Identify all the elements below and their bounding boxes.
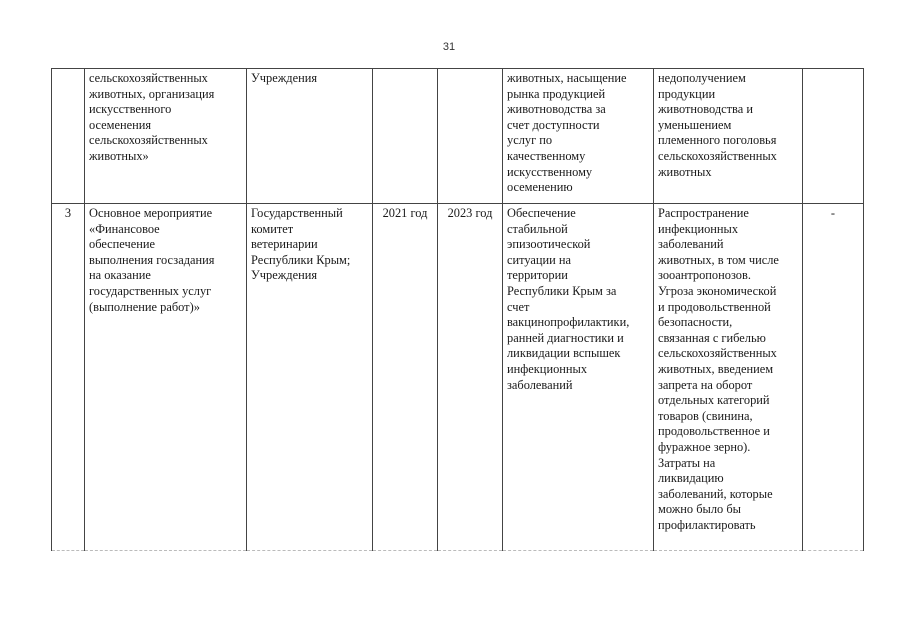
page-number: 31 xyxy=(442,41,456,53)
measure-cell: Основное мероприятие «Финансовое обеспечение выполнения госзадания на оказание государственных услуг (выполнение работ)» xyxy=(85,204,247,551)
consequences-cell: недополучением продукции животноводства и уменьшением племенного поголовья сельскохозяйственных животных xyxy=(654,69,803,204)
measure-cell: сельскохозяйственных животных, организация искусственного осеменения сельскохозяйственных животных» xyxy=(85,69,247,204)
expected-result-cell: Обеспечение стабильной эпизоотической ситуации на территории Республики Крым за счет вакцинопрофилактики, ранней диагностики и ликвидации вспышек инфекционных заболеваний xyxy=(503,204,654,551)
consequences-cell: Распространение инфекционных заболеваний животных, в том числе зооантропонозов. Угроза экономической и продовольственной безопасности, связанная с гибелью сельскохозяйственных животных, введением запрета на оборот отдельных категорий товаров (свинина, продовольственное и фуражное зерно). Затраты на ликвидацию заболеваний, которые можно было бы профилактировать xyxy=(654,204,803,551)
row-number-cell xyxy=(52,69,85,204)
end-year-cell: 2023 год xyxy=(438,204,503,551)
expected-result-cell: животных, насыщение рынка продукцией животноводства за счет доступности услуг по качественному искусственному осеменению xyxy=(503,69,654,204)
executor-cell: Государственный комитет ветеринарии Республики Крым; Учреждения xyxy=(247,204,373,551)
table-row xyxy=(52,204,864,551)
table-row xyxy=(52,69,864,204)
row-number-cell: 3 xyxy=(52,204,85,551)
end-year-cell xyxy=(438,69,503,204)
start-year-cell: 2021 год xyxy=(373,204,438,551)
link-cell xyxy=(803,69,864,204)
executor-cell: Учреждения xyxy=(247,69,373,204)
start-year-cell xyxy=(373,69,438,204)
link-cell: - xyxy=(803,204,864,551)
measures-table xyxy=(51,68,864,551)
